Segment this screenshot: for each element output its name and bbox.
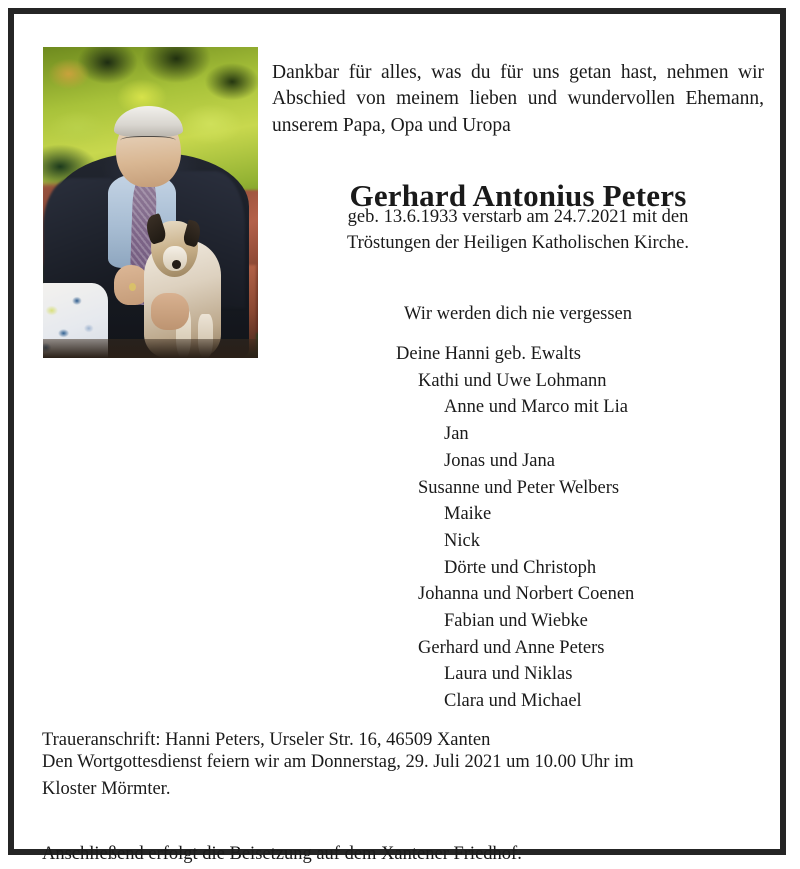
obituary-notice	[8, 8, 786, 864]
list-item: Fabian und Wiebke	[444, 611, 588, 632]
photo-ground	[43, 339, 258, 358]
list-item: Laura und Niklas	[444, 664, 573, 685]
list-item: Jan	[444, 424, 469, 445]
burial-note: Anschließend erfolgt die Beisetzung auf dem Xantener Friedhof.	[42, 843, 522, 864]
list-item: Nick	[444, 530, 480, 551]
list-item: Jonas und Jana	[444, 450, 555, 471]
service-location-line: Kloster Mörmter.	[42, 778, 171, 799]
photo-dog-nose	[172, 260, 181, 269]
photo-eyeglasses	[120, 136, 176, 147]
list-item: Clara und Michael	[444, 691, 582, 712]
deceased-name: Gerhard Antonius Peters	[349, 177, 687, 213]
remembrance-text: Wir werden dich nie vergessen	[403, 303, 633, 324]
service-details	[42, 749, 758, 802]
list-item: Deine Hanni geb. Ewalts	[396, 344, 581, 364]
service-time-line: Den Wortgottesdienst feiern wir am Donnerstag, 29. Juli 2021 um 10.00 Uhr im	[42, 752, 634, 772]
list-item: Dörte und Christoph	[444, 557, 597, 578]
list-item: Maike	[444, 504, 492, 525]
portrait-photo	[43, 47, 258, 358]
list-item: Johanna und Norbert Coenen	[418, 584, 635, 605]
list-item: Anne und Marco mit Lia	[444, 397, 628, 418]
obituary-content	[14, 14, 780, 864]
family-list	[272, 341, 764, 715]
sacraments-line: Tröstungen der Heiligen Katholischen Kirche.	[346, 233, 689, 253]
list-item: Kathi und Uwe Lohmann	[418, 370, 607, 391]
photo-right-hand	[151, 293, 190, 330]
list-item: Gerhard und Anne Peters	[418, 637, 605, 658]
birth-death-line: geb. 13.6.1933 verstarb am 24.7.2021 mit den	[347, 207, 689, 227]
mourning-address: Traueranschrift: Hanni Peters, Urseler Str. 16, 46509 Xanten	[42, 729, 491, 750]
life-dates	[272, 204, 764, 256]
list-item: Susanne und Peter Welbers	[418, 477, 620, 498]
intro-text: Dankbar für alles, was du für uns getan hast, nehmen wir Abschied von meinem lieben und wundervollen Ehemann, unserem Papa, Opa und Uropa	[272, 61, 764, 136]
